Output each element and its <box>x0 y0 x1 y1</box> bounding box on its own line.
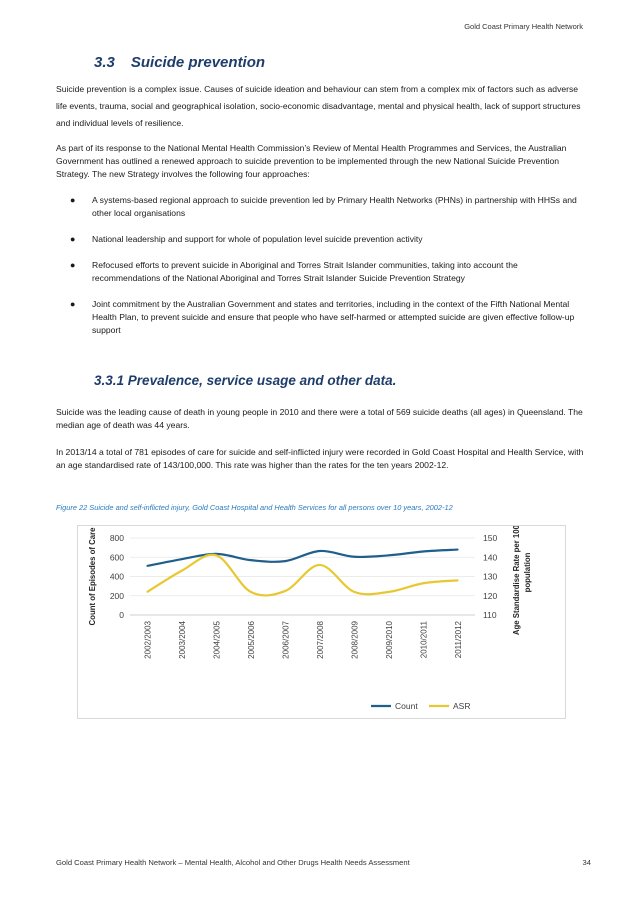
data-point-count <box>250 559 252 561</box>
y-left-axis-title: Count of Episodes of Care <box>88 527 97 626</box>
bullet-icon: ● <box>70 299 76 309</box>
legend-label-asr: ASR <box>453 701 471 711</box>
paragraph-episodes-of-care: In 2013/14 a total of 781 episodes of care for suicide and self-inflicted injury were recorded in Gold Coast Hospital and Health Service, with an age standardised rate of 143/100,000. This rate was higher than the rates for the ten years 2002-12. <box>56 447 584 470</box>
list-item-text: A systems-based regional approach to suicide prevention led by Primary Health Networks (PHNs) in partnership with HHSs and other local organisations <box>92 195 577 218</box>
footer-text: Gold Coast Primary Health Network – Mental Health, Alcohol and Other Drugs Health Needs Assessment <box>56 858 410 867</box>
section-number: 3.3 <box>94 54 115 71</box>
chart-frame <box>77 525 566 719</box>
y-right-axis-title: Age Standardise Rate per 100,000 <box>512 526 521 636</box>
approach-list <box>56 194 586 350</box>
y-left-tick-label: 800 <box>109 533 124 543</box>
y-right-axis-title: population <box>523 552 532 593</box>
data-point-asr <box>250 591 252 593</box>
bullet-icon: ● <box>70 234 76 244</box>
x-tick-label: 2006/2007 <box>281 621 291 659</box>
figure-caption: Figure 22 Suicide and self-inflicted injury, Gold Coast Hospital and Health Services for all persons over 10 years, 2002-12 <box>56 503 453 512</box>
data-point-count <box>457 549 459 551</box>
y-left-tick-label: 200 <box>109 590 124 601</box>
data-point-asr <box>215 554 217 556</box>
data-point-count <box>146 565 148 567</box>
page-footer <box>56 858 591 867</box>
x-tick-label: 2005/2006 <box>246 621 256 659</box>
x-tick-label: 2011/2012 <box>453 621 463 659</box>
line-chart <box>78 526 565 718</box>
series-line-asr <box>147 555 458 596</box>
data-point-asr <box>181 570 183 572</box>
x-tick-label: 2008/2009 <box>350 621 360 659</box>
x-tick-label: 2009/2010 <box>384 621 394 659</box>
x-tick-label: 2007/2008 <box>315 621 325 659</box>
y-left-tick-label: 600 <box>109 552 124 563</box>
intro-paragraph: Suicide prevention is a complex issue. Causes of suicide ideation and behaviour can stem from a complex mix of factors such as adverse life events, trauma, social and geographical isolation, socio-economic disadvantage, mental and physical health, lack of support structures and individual levels of resilience. <box>56 84 581 128</box>
data-point-asr <box>457 579 459 581</box>
list-item-text: Joint commitment by the Australian Government and states and territories, including in the context of the Fifth National Mental Health Plan, to prevent suicide and ensure that people who have self-harmed or attempted suicide are given effective follow-up support <box>92 299 575 335</box>
list-item <box>56 233 586 246</box>
running-header: Gold Coast Primary Health Network <box>464 22 583 31</box>
legend-label-count: Count <box>395 701 418 711</box>
y-left-tick-label: 400 <box>109 571 124 582</box>
subsection-number: 3.3.1 <box>94 373 125 388</box>
y-left-tick-label: 0 <box>119 610 124 620</box>
x-tick-label: 2010/2011 <box>419 621 429 659</box>
data-point-count <box>181 558 183 560</box>
data-point-count <box>319 550 321 552</box>
subsection-title: Prevalence, service usage and other data. <box>127 373 397 388</box>
y-right-tick-label: 130 <box>483 571 498 582</box>
y-right-tick-label: 140 <box>483 552 498 563</box>
data-point-asr <box>353 591 355 593</box>
list-item <box>56 298 586 337</box>
response-paragraph: As part of its response to the National Mental Health Commission’s Review of Mental Health Programmes and Services, the Australian Government has outlined a renewed approach to suicide prevention to be implemented through the new National Suicide Prevention Strategy. The new Strategy involves the following four approaches: <box>56 143 567 179</box>
subsection-heading <box>94 373 396 388</box>
y-right-tick-label: 110 <box>483 610 497 620</box>
x-tick-label: 2002/2003 <box>143 621 153 659</box>
list-item-text: National leadership and support for whole of population level suicide prevention activity <box>92 234 423 244</box>
data-point-asr <box>422 582 424 584</box>
data-point-count <box>388 554 390 556</box>
data-point-count <box>284 560 286 562</box>
paragraph-suicide-deaths: Suicide was the leading cause of death in young people in 2010 and there were a total of 569 suicide deaths (all ages) in Queensland. The median age of death was 44 years. <box>56 407 583 430</box>
data-point-asr <box>146 591 148 593</box>
x-tick-label: 2003/2004 <box>177 621 187 659</box>
data-point-asr <box>284 590 286 592</box>
bullet-icon: ● <box>70 260 76 270</box>
list-item <box>56 259 586 285</box>
y-right-tick-label: 120 <box>483 590 498 601</box>
list-item <box>56 194 586 220</box>
page-number: 34 <box>582 858 591 867</box>
y-right-tick-label: 150 <box>483 533 498 543</box>
data-point-count <box>353 556 355 558</box>
section-heading <box>94 54 265 71</box>
bullet-icon: ● <box>70 195 76 205</box>
x-tick-label: 2004/2005 <box>212 621 222 659</box>
data-point-count <box>422 551 424 553</box>
list-item-text: Refocused efforts to prevent suicide in Aboriginal and Torres Strait Islander communities, taking into account the recommendations of the National Aboriginal and Torres Strait Islander Suicide Prevention Strategy <box>92 260 518 283</box>
section-title: Suicide prevention <box>130 54 266 71</box>
data-point-asr <box>319 564 321 566</box>
data-point-asr <box>388 591 390 593</box>
